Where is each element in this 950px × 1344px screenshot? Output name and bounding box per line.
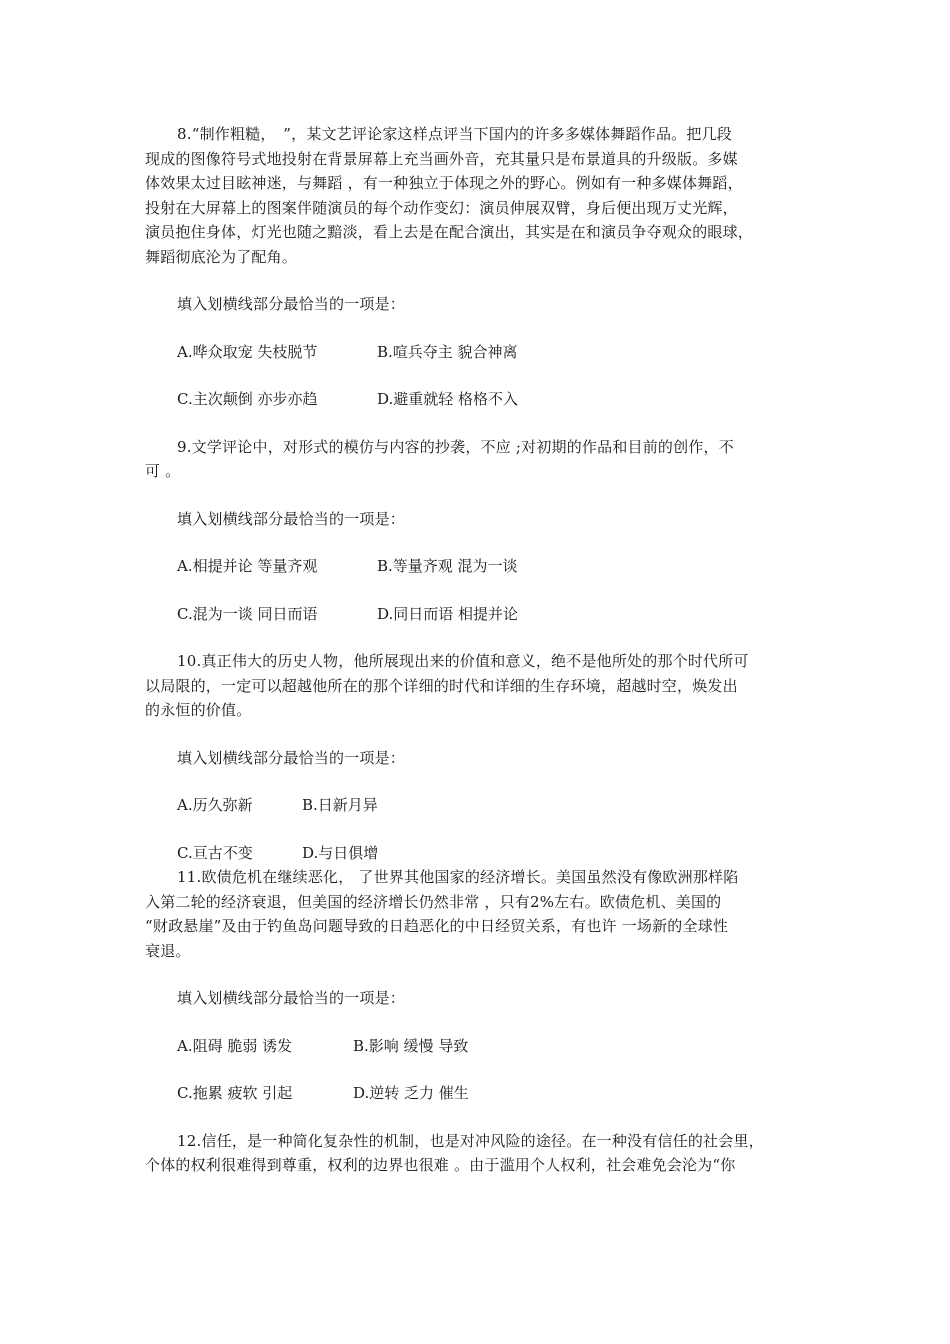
question-11-line-3: “财政悬崖”及由于钓鱼岛问题导致的日趋恶化的中日经贸关系，有也许 一场新的全球性	[145, 917, 729, 935]
question-8-line-5: 演员抱住身体，灯光也随之黯淡，看上去是在配合演出，其实是在和演员争夺观众的眼球，	[145, 223, 754, 241]
option-b: B.喧兵夺主 貌合神离	[377, 342, 518, 361]
option-d: D.逆转 乏力 催生	[353, 1084, 469, 1102]
question-10-options-row-1	[145, 793, 810, 818]
question-9-line-1: 9.文学评论中，对形式的模仿与内容的抄袭，不应 ;对初期的作品和目前的创作，不	[177, 437, 734, 456]
option-a: A.历久弥新	[177, 796, 253, 814]
option-d: D.同日而语 相提并论	[377, 604, 519, 623]
option-c: C.拖累 疲软 引起	[177, 1084, 293, 1102]
question-10-line-3: 的永恒的价值。	[145, 701, 252, 719]
question-11-line-1: 11.欧债危机在继续恶化， 了世界其他国家的经济增长。美国虽然没有像欧洲那样陷	[177, 868, 739, 886]
option-a: A.哗众取宠 失枝脱节	[177, 342, 318, 361]
question-11-options-row-2	[145, 1081, 810, 1106]
question-10-line-2: 以局限的，一定可以超越他所在的那个详细的时代和详细的生存环境，超越时空，焕发出	[145, 676, 738, 695]
option-c: C.主次颠倒 亦步亦趋	[177, 390, 318, 408]
question-8-line-2: 现成的图像符号式地投射在背景屏幕上充当画外音，充其量只是布景道具的升级版。多媒	[145, 149, 738, 168]
question-10-prompt: 填入划横线部分最恰当的一项是：	[177, 748, 406, 767]
question-8	[145, 122, 810, 435]
question-8-options-row-2	[145, 387, 810, 412]
question-12-line-2: 个体的权利很难得到尊重，权利的边界也很难 。由于滥用个人权利，社会难免会沦为“你	[145, 1156, 736, 1174]
option-b: B.等量齐观 混为一谈	[377, 557, 518, 575]
option-b: B.日新月异	[302, 796, 378, 814]
question-8-prompt: 填入划横线部分最恰当的一项是：	[177, 295, 406, 313]
question-10	[145, 649, 810, 865]
document-content	[145, 122, 810, 1178]
question-12	[145, 1129, 810, 1178]
question-8-line-3: 体效果太过目眩神迷，与舞蹈 ，有一种独立于体现之外的野心。例如有一种多媒体舞蹈，	[145, 174, 743, 192]
question-8-line-1: 8.“制作粗糙， ”，某文艺评论家这样点评当下国内的许多多媒体舞蹈作品。把几段	[177, 125, 732, 143]
question-8-line-6: 舞蹈彻底沦为了配角。	[145, 247, 298, 266]
question-9-prompt: 填入划横线部分最恰当的一项是：	[177, 509, 406, 528]
question-10-options-row-2	[145, 841, 810, 866]
option-c: C.亘古不变	[177, 843, 253, 862]
option-a: A.相提并论 等量齐观	[177, 557, 318, 575]
question-11-prompt: 填入划横线部分最恰当的一项是：	[177, 989, 406, 1007]
question-9-options-row-2	[145, 602, 810, 627]
option-c: C.混为一谈 同日而语	[177, 604, 318, 623]
option-b: B.影响 缓慢 导致	[353, 1036, 469, 1055]
question-11-options-row-1	[145, 1034, 810, 1059]
question-9-line-2: 可 。	[145, 462, 181, 480]
option-d: D.避重就轻 格格不入	[377, 390, 519, 408]
question-10-line-1: 10.真正伟大的历史人物，他所展现出来的价值和意义，绝不是他所处的那个时代所可	[177, 652, 749, 670]
question-8-line-4: 投射在大屏幕上的图案伴随演员的每个动作变幻：演员伸展双臂，身后便出现万丈光辉，	[145, 198, 738, 217]
question-11-line-4: 衰退。	[145, 941, 191, 960]
option-a: A.阻碍 脆弱 诱发	[177, 1036, 293, 1055]
question-12-line-1: 12.信任，是一种简化复杂性的机制，也是对冲风险的途径。在一种没有信任的社会里，	[177, 1131, 764, 1150]
question-11-line-2: 入第二轮的经济衰退，但美国的经济增长仍然非常 ，只有2%左右。欧债危机、美国的	[145, 892, 722, 911]
option-d: D.与日俱增	[302, 843, 379, 862]
question-9	[145, 435, 810, 650]
question-9-options-row-1	[145, 554, 810, 579]
question-8-options-row-1	[145, 340, 810, 365]
question-11	[145, 865, 810, 1129]
